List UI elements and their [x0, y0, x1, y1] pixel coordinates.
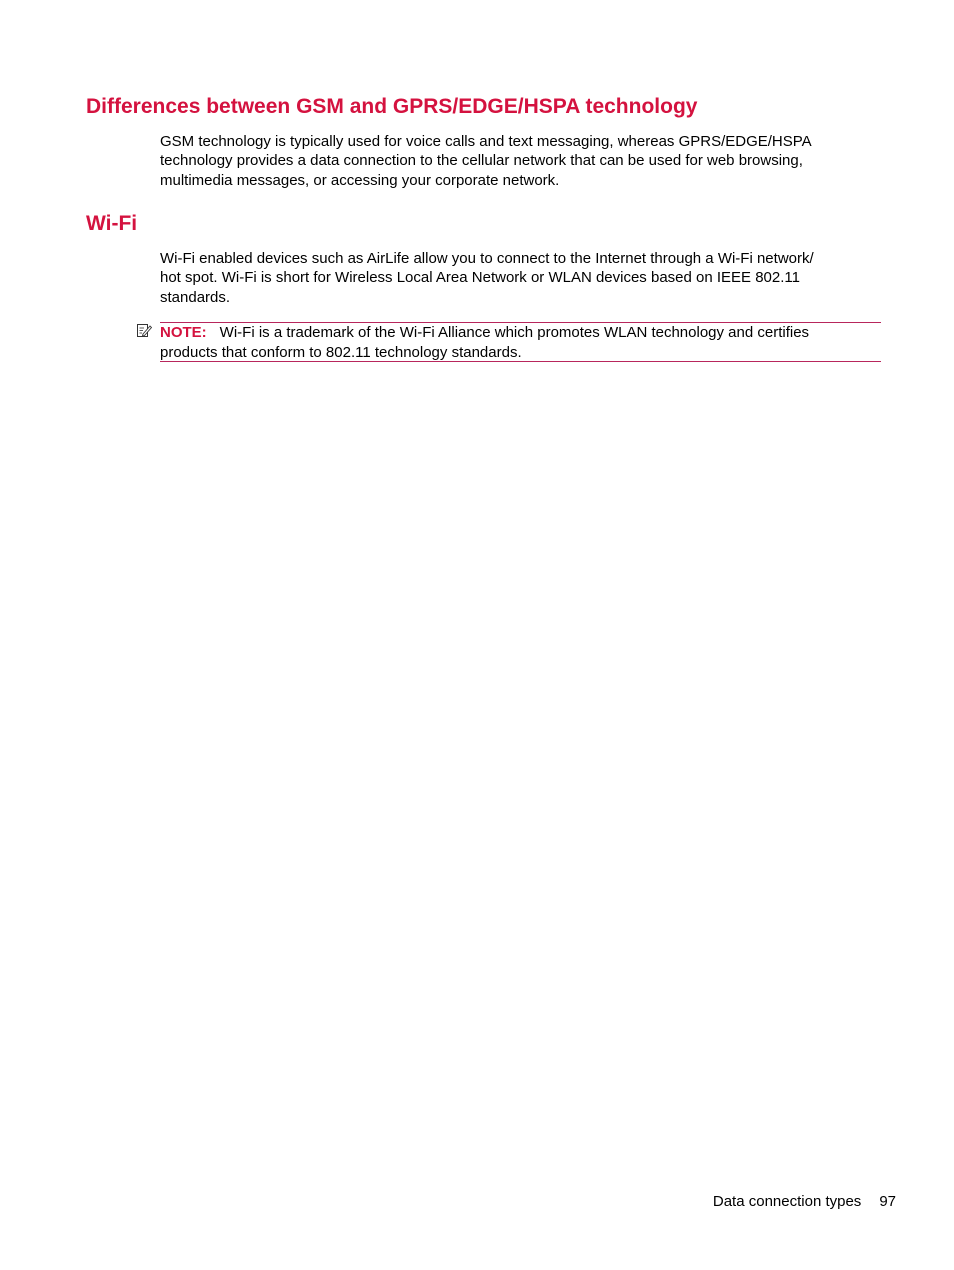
body-line: hot spot. Wi-Fi is short for Wireless Local Area Network or WLAN devices based on IEEE 802.11 — [160, 269, 800, 287]
section-heading-wifi: Wi-Fi — [86, 212, 138, 235]
section-body-wifi — [160, 249, 870, 307]
body-line: technology provides a data connection to the cellular network that can be used for web browsing, — [160, 152, 803, 170]
body-line: GSM technology is typically used for voice calls and text messaging, whereas GPRS/EDGE/HSPA — [160, 133, 812, 150]
note-pencil-icon — [136, 322, 152, 338]
body-line: multimedia messages, or accessing your corporate network. — [160, 171, 560, 189]
note-label: NOTE: — [160, 324, 207, 341]
note-text: Wi-Fi is a trademark of the Wi-Fi Alliance which promotes WLAN technology and certifies — [219, 324, 810, 341]
note-line-1 — [160, 323, 809, 342]
note-box — [160, 322, 881, 362]
section-body-gsm-vs-gprs — [160, 132, 870, 190]
page-number: 97 — [879, 1193, 896, 1210]
body-line: Wi-Fi enabled devices such as AirLife allow you to connect to the Internet through a Wi-Fi network/ — [160, 250, 814, 267]
section-heading-gsm-vs-gprs: Differences between GSM and GPRS/EDGE/HSPA technology — [86, 95, 698, 118]
note-line-2: products that conform to 802.11 technology standards. — [160, 344, 522, 361]
body-line: standards. — [160, 288, 231, 306]
footer-chapter-title: Data connection types — [712, 1193, 862, 1210]
page-footer — [713, 1192, 896, 1212]
